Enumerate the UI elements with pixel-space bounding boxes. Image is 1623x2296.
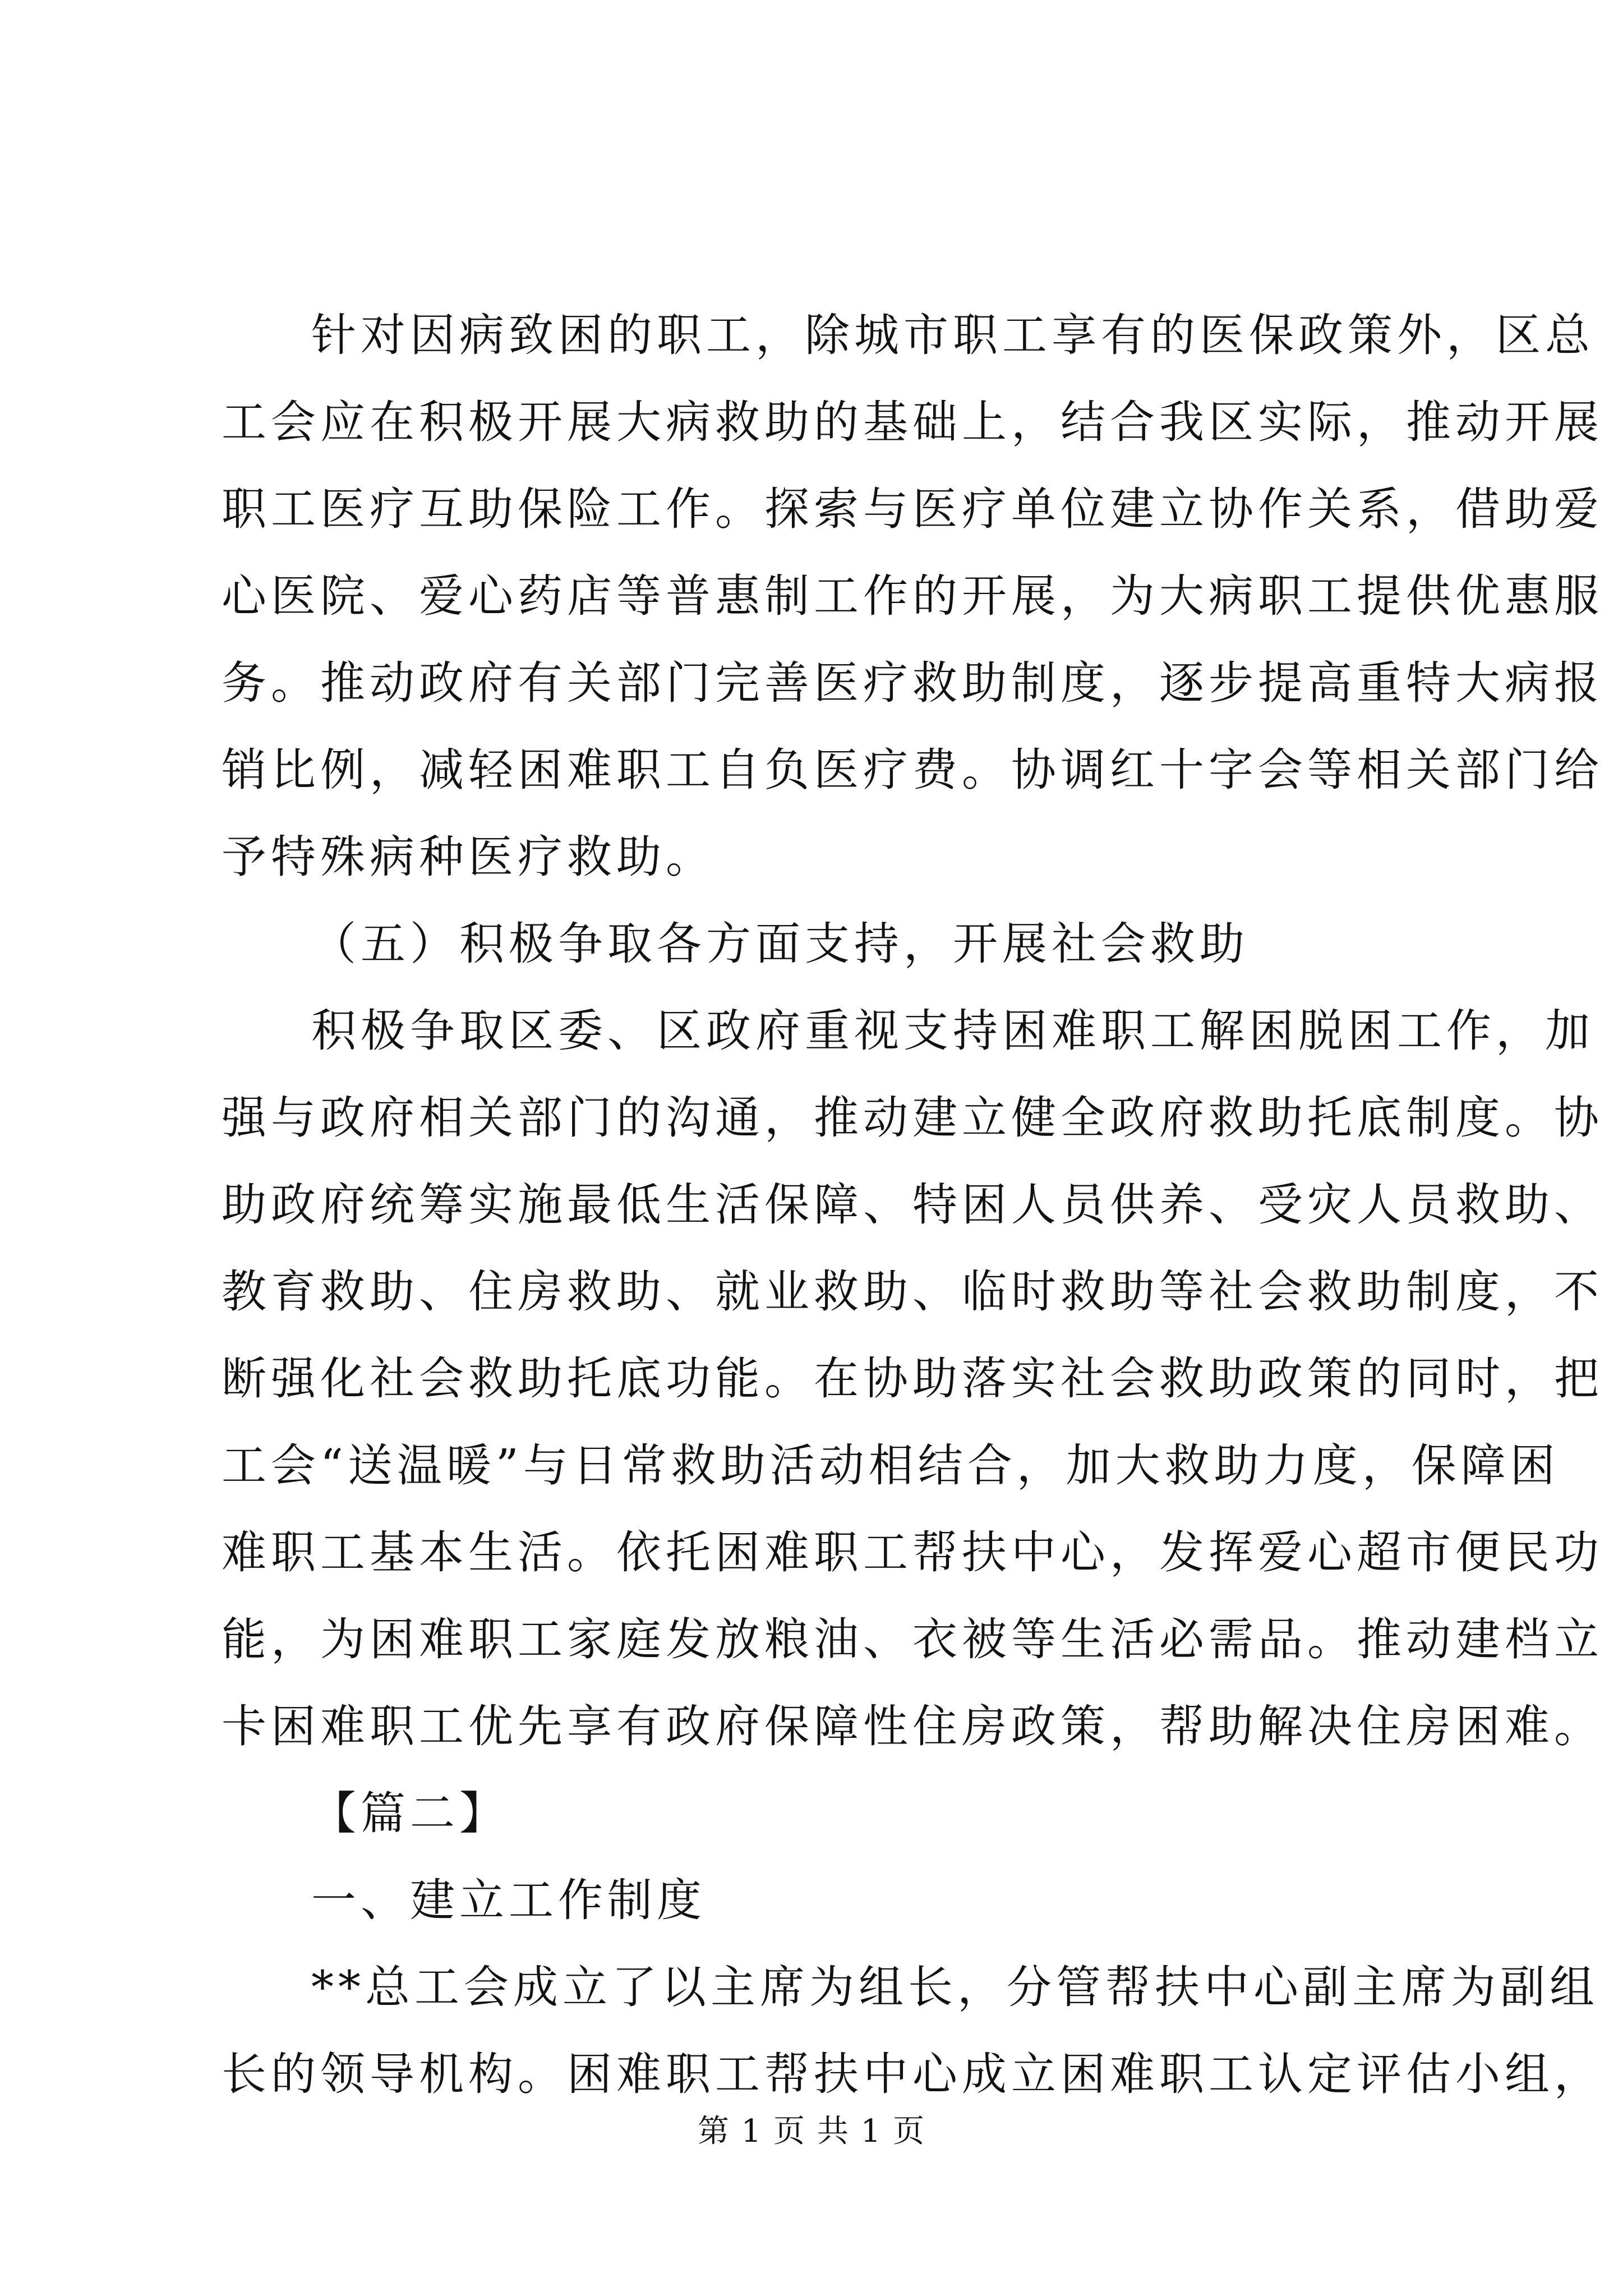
paragraph-line: 难职工基本生活。依托困难职工帮扶中心，发挥爱心超市便民功 xyxy=(222,1526,1603,1579)
page-footer: 第 1 页 共 1 页 xyxy=(697,2113,926,2150)
paragraph-line: 卡困难职工优先享有政府保障性住房政策，帮助解决住房困难。 xyxy=(222,1700,1603,1752)
paragraph-line: 长的领导机构。困难职工帮扶中心成立困难职工认定评估小组， xyxy=(222,2048,1603,2100)
paragraph-line: 予特殊病种医疗救助。 xyxy=(222,831,715,883)
paragraph-line: 职工医疗互助保险工作。探索与医疗单位建立协作关系，借助爱 xyxy=(222,483,1603,535)
part-heading: 【篇二】 xyxy=(311,1787,509,1839)
paragraph-line: 能，为困难职工家庭发放粮油、衣被等生活必需品。推动建档立 xyxy=(222,1613,1603,1665)
paragraph-line: 积极争取区委、区政府重视支持困难职工解困脱困工作，加 xyxy=(311,1005,1594,1057)
paragraph-line: 销比例，减轻困难职工自负医疗费。协调红十字会等相关部门给 xyxy=(222,744,1603,796)
paragraph-line: 助政府统筹实施最低生活保障、特困人员供养、受灾人员救助、 xyxy=(222,1179,1603,1231)
document-body xyxy=(222,292,1603,2118)
paragraph-line: 强与政府相关部门的沟通，推动建立健全政府救助托底制度。协 xyxy=(222,1092,1603,1144)
paragraph-line: 断强化社会救助托底功能。在协助落实社会救助政策的同时，把 xyxy=(222,1352,1603,1405)
paragraph-line: 工会应在积极开展大病救助的基础上，结合我区实际，推动开展 xyxy=(222,396,1603,448)
section-heading: 一、建立工作制度 xyxy=(311,1874,706,1926)
paragraph-line: 教育救助、住房救助、就业救助、临时救助等社会救助制度，不 xyxy=(222,1266,1603,1318)
paragraph-line: 务。推动政府有关部门完善医疗救助制度，逐步提高重特大病报 xyxy=(222,657,1603,709)
paragraph-line: **总工会成立了以主席为组长，分管帮扶中心副主席为副组 xyxy=(311,1961,1599,2013)
section-heading: （五）积极争取各方面支持，开展社会救助 xyxy=(311,918,1249,970)
paragraph-line: 工会“送温暖”与日常救助活动相结合，加大救助力度，保障困 xyxy=(222,1439,1560,1492)
paragraph-line: 心医院、爱心药店等普惠制工作的开展，为大病职工提供优惠服 xyxy=(222,570,1603,622)
paragraph-line: 针对因病致困的职工，除城市职工享有的医保政策外，区总 xyxy=(311,309,1594,361)
